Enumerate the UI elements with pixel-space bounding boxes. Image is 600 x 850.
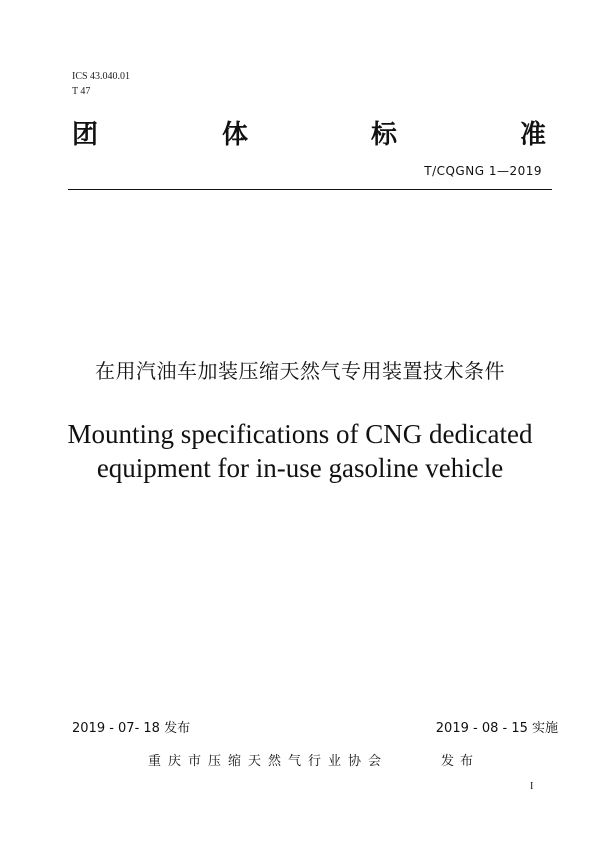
standard-number: T/CQGNG 1—2019: [424, 164, 542, 178]
issue-date: 2019 - 07- 18 发布: [72, 721, 191, 736]
publish-label: 发布: [441, 754, 480, 769]
standard-type-char: 团: [72, 120, 99, 150]
ics-code: ICS 43.040.01: [72, 71, 131, 82]
standard-type-char: 体: [222, 120, 249, 150]
implementation-date: 2019 - 08 - 15 实施: [435, 721, 558, 736]
standard-type-char: 标: [371, 120, 398, 150]
title-english-line-1: Mounting specifications of CNG dedicated: [67, 419, 533, 449]
publisher-name: 重庆市压缩天然气行业协会: [148, 754, 389, 769]
header-divider: [68, 189, 552, 190]
page-number: I: [530, 781, 534, 792]
title-english-line-2: equipment for in-use gasoline vehicle: [96, 453, 504, 483]
classification-code: T 47: [72, 86, 91, 97]
title-chinese: 在用汽油车加装压缩天然气专用装置技术条件: [95, 359, 505, 383]
standard-type-char: 准: [520, 120, 547, 150]
